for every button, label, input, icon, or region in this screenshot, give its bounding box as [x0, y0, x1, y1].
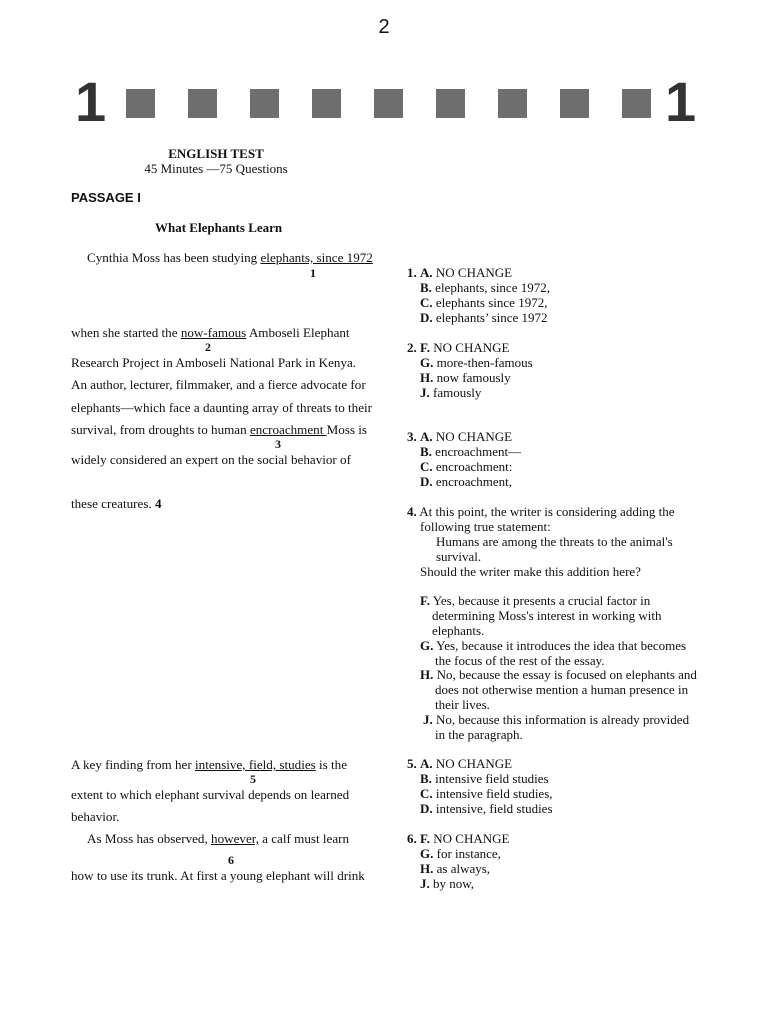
answer-choice[interactable]: D. encroachment,: [420, 474, 513, 489]
answer-choice[interactable]: H. now famously: [420, 370, 511, 385]
passage-line: when she started the now-famous Amboseli Elephant: [71, 325, 350, 340]
passage-line: extent to which elephant survival depends on learned: [71, 787, 350, 802]
banner-square: [374, 89, 403, 118]
banner-square: [436, 89, 465, 118]
banner-square: [312, 89, 341, 118]
answer-choice[interactable]: A. NO CHANGE: [420, 429, 513, 444]
answer-choice[interactable]: D. elephants’ since 1972: [420, 310, 548, 325]
answer-choice[interactable]: G. for instance,: [420, 846, 501, 861]
passage-line: A key finding from her intensive, field, studies is the: [71, 757, 348, 772]
answer-choice[interactable]: C. elephants since 1972,: [420, 295, 548, 310]
answer-choice[interactable]: J. by now,: [420, 876, 475, 891]
underlined-portion-1: elephants, since 1972: [260, 250, 373, 265]
proposed-statement: Humans are among the threats to the animal's: [436, 534, 673, 549]
underlined-portion-2: now-famous: [180, 325, 247, 340]
answer-choice[interactable]: C. encroachment:: [420, 459, 513, 474]
banner-square: [498, 89, 527, 118]
answer-choice[interactable]: J. famously: [420, 385, 482, 400]
test-subtitle: 45 Minutes —75 Questions: [144, 161, 288, 176]
question-marker-2: 2: [205, 340, 211, 354]
passage-title: What Elephants Learn: [155, 220, 283, 235]
passage-line: how to use its trunk. At first a young elephant will drink: [71, 868, 365, 883]
underlined-portion-3: encroachment: [249, 422, 327, 437]
passage-line: Research Project in Amboseli National Park in Kenya.: [71, 355, 357, 370]
answer-choice[interactable]: A. NO CHANGE: [420, 265, 513, 280]
question-marker-6: 6: [228, 853, 234, 867]
question-marker-3: 3: [275, 437, 281, 451]
answer-choice[interactable]: B. intensive field studies: [420, 771, 549, 786]
section-number-right: 1: [665, 70, 697, 133]
answer-choice[interactable]: F. NO CHANGE: [420, 831, 510, 846]
banner-square: [188, 89, 217, 118]
passage-line: behavior.: [71, 809, 120, 824]
question-marker-5: 5: [250, 772, 256, 786]
underlined-portion-6: however,: [211, 831, 259, 846]
passage-line: As Moss has observed, however, a calf must learn: [87, 831, 350, 846]
section-number-left: 1: [75, 70, 107, 133]
underlined-portion-5: intensive, field, studies: [195, 757, 316, 772]
question-marker-1: 1: [310, 266, 316, 280]
answer-choice[interactable]: G. more-then-famous: [420, 355, 533, 370]
answer-choice[interactable]: B. encroachment—: [420, 444, 522, 459]
passage-label: PASSAGE I: [71, 190, 141, 205]
answer-choice[interactable]: A. NO CHANGE: [420, 756, 513, 771]
banner-square: [622, 89, 651, 118]
banner-square: [250, 89, 279, 118]
page-number: 2: [378, 16, 390, 38]
answer-choice[interactable]: H. as always,: [420, 861, 491, 876]
answer-choice[interactable]: D. intensive, field studies: [420, 801, 553, 816]
test-title: ENGLISH TEST: [168, 146, 264, 161]
question-marker-4: 4: [154, 496, 162, 511]
passage-line: these creatures. 4: [71, 496, 162, 511]
answer-choice[interactable]: C. intensive field studies,: [420, 786, 553, 801]
banner-square: [560, 89, 589, 118]
answer-choice[interactable]: B. elephants, since 1972,: [420, 280, 550, 295]
passage-line: widely considered an expert on the social behavior of: [71, 452, 351, 467]
passage-line: survival, from droughts to human encroachment Moss is: [71, 422, 368, 437]
passage-line: An author, lecturer, filmmaker, and a fierce advocate for: [71, 377, 366, 392]
passage-line: Cynthia Moss has been studying elephants, since 1972: [87, 250, 373, 265]
passage-line: elephants—which face a daunting array of threats to their: [71, 400, 373, 415]
answer-choice[interactable]: F. NO CHANGE: [420, 340, 510, 355]
banner-square: [126, 89, 155, 118]
